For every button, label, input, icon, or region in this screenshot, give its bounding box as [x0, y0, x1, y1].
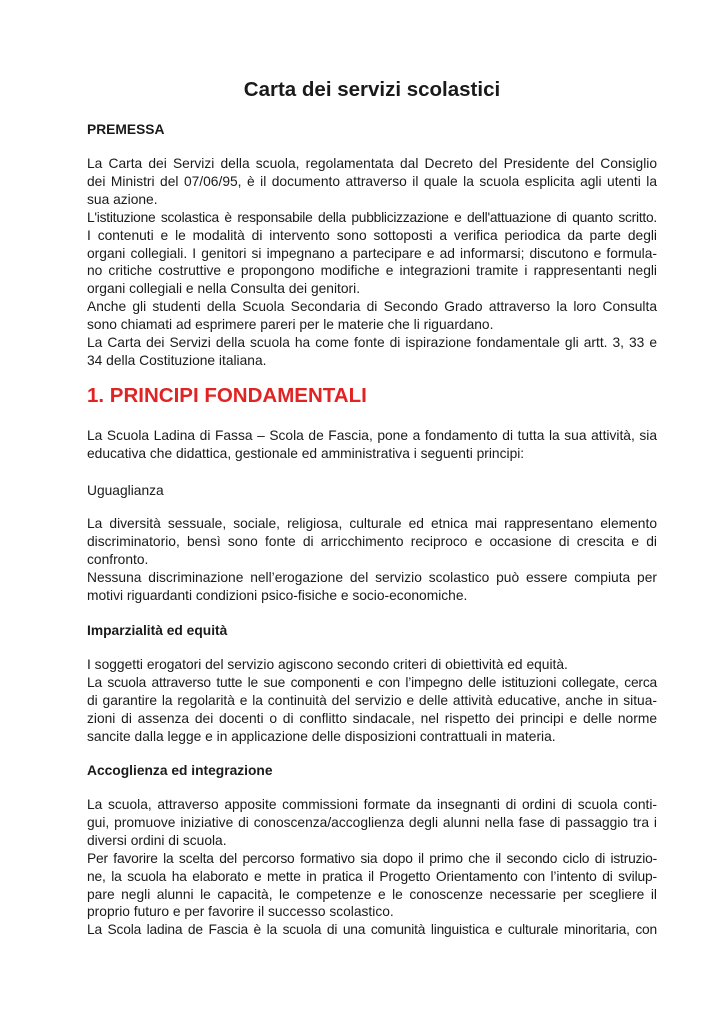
paragraph-line: proprio futuro e per favorire il successo scolastico. [87, 904, 394, 920]
paragraph-line: ne, la scuola ha elaborato e mette in pratica il Progetto Orientamento con l’intento di svilup- [87, 868, 657, 884]
section-intro [87, 427, 657, 463]
paragraph-line: La Scuola Ladina di Fassa – Scola de Fascia, pone a fondamento di tutta la sua attività, sia [87, 428, 657, 443]
premessa-text [87, 155, 657, 370]
paragraph-line: Anche gli studenti della Scuola Secondaria di Secondo Grado attraverso la loro Consulta [87, 299, 657, 315]
paragraph-line: 34 della Costituzione italiana. [87, 352, 267, 368]
paragraph-line: La scuola, attraverso apposite commissioni formate da insegnanti di ordini di scuola conti- [87, 797, 657, 812]
paragraph-line: I soggetti erogatori del servizio agiscono secondo criteri di obiettività ed equità. [87, 657, 568, 672]
paragraph-line: sua azione. [87, 191, 158, 207]
paragraph-line: organi collegiali e nella Consulta dei genitori. [87, 281, 361, 297]
page-title: Carta dei servizi scolastici [243, 78, 501, 101]
uguaglianza-text [87, 515, 657, 605]
paragraph-line: dei Ministri del 07/06/95, è il documento attraverso il quale la scuola esplicita agli utenti la [87, 173, 657, 189]
paragraph-line: La scuola attraverso tutte le sue componenti e con l’impegno delle istituzioni collegate, cerca [87, 674, 657, 690]
paragraph-line: La Carta dei Servizi della scuola ha come fonte di ispirazione fondamentale gli artt. 3, 33 e [87, 335, 657, 351]
section-heading: 1. PRINCIPI FONDAMENTALI [87, 384, 367, 407]
accoglienza-text [87, 796, 657, 939]
paragraph-line: L'istituzione scolastica è responsabile della pubblicizzazione e dell'attuazione di quanto scritto. [87, 209, 657, 225]
paragraph-line: no critiche costruttive e propongono modifiche e integrazioni tramite i rappresentanti negli [87, 263, 657, 279]
premessa-heading: PREMESSA [87, 122, 165, 137]
paragraph-line: pare negli alunni le capacità, le competenze e le conoscenze necessarie per scegliere il [87, 886, 657, 902]
paragraph-line: La diversità sessuale, sociale, religiosa, culturale ed etnica mai rappresentano elemento [87, 516, 657, 531]
paragraph-line: Per favorire la scelta del percorso formativo sia dopo il primo che il secondo ciclo di istruzio- [87, 850, 657, 866]
paragraph-line: discriminatorio, bensì sono fonte di arricchimento reciproco e occasione di crescita e di [87, 533, 657, 549]
paragraph-line: confronto. [87, 551, 149, 567]
paragraph-line: sancite dalla legge e in applicazione delle disposizioni contrattuali in materia. [87, 728, 556, 744]
paragraph-line: Nessuna discriminazione nell’erogazione del servizio scolastico può essere compiuta per [87, 569, 657, 585]
paragraph-line: organi collegiali. I genitori si impegnano a partecipare e ad informarsi; discutono e formula- [87, 245, 657, 261]
paragraph-line: sono chiamati ad esprimere pareri per le materie che li riguardano. [87, 317, 494, 333]
imparzialita-heading: Imparzialità ed equità [87, 623, 228, 638]
paragraph-line: zioni di assenza dei docenti o di conflitto sindacale, nel rispetto dei principi e delle norme [87, 710, 657, 726]
accoglienza-heading: Accoglienza ed integrazione [87, 763, 273, 778]
paragraph-line: I contenuti e le modalità di intervento sono sottoposti a verifica periodica da parte degli [87, 227, 657, 243]
paragraph-line: gui, promuove iniziative di conoscenza/accoglienza degli alunni nella fase di passaggio tra i [87, 814, 657, 830]
paragraph-line: La Carta dei Servizi della scuola, regolamentata dal Decreto del Presidente del Consiglio [87, 156, 657, 171]
paragraph-line: educativa che didattica, gestionale ed amministrativa i seguenti principi: [87, 445, 525, 461]
paragraph-line: diversi ordini di scuola. [87, 832, 227, 848]
imparzialita-text [87, 656, 657, 746]
paragraph-line: di garantire la regolarità e la continuità del servizio e delle attività educative, anche in situa- [87, 692, 657, 708]
paragraph-line: La Scola ladina de Fascia è la scuola di una comunità linguistica e culturale minoritaria, con [87, 922, 657, 938]
uguaglianza-heading: Uguaglianza [87, 483, 164, 498]
paragraph-line: motivi riguardanti condizioni psico-fisiche e socio-economiche. [87, 587, 468, 603]
